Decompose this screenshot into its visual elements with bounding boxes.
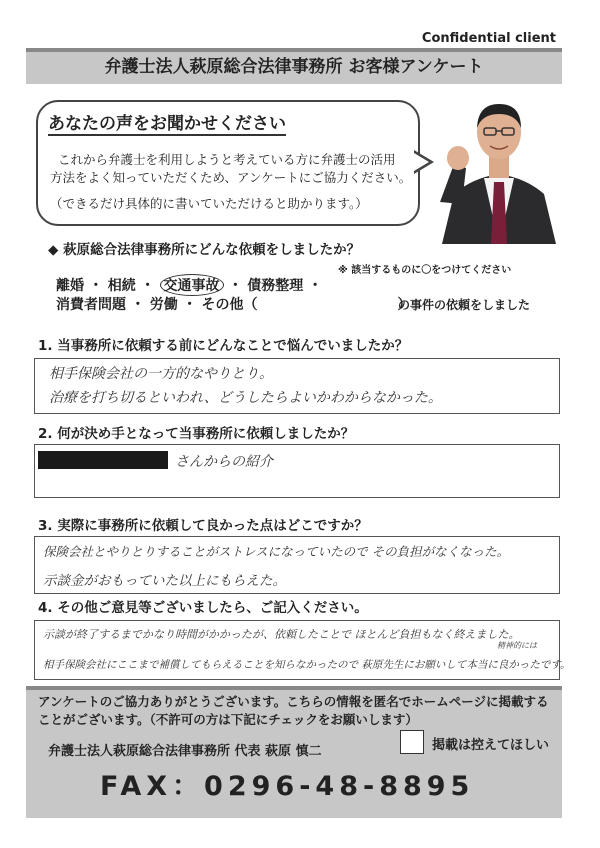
lawyer-photo (432, 94, 566, 244)
options-after: ・ 債務整理 ・ (223, 278, 323, 294)
intro-line-1: これから弁護士を利用しようと考えている方に弁護士の活用 (58, 152, 396, 167)
case-type-question: ◆ 萩原総合法律事務所にどんな依頼をしましたか？ (48, 242, 361, 258)
no-publish-checkbox[interactable] (400, 730, 424, 754)
answer-4-annotation: 精神的には (497, 641, 537, 650)
case-type-note: ※ 該当するものに〇をつけてください (338, 265, 512, 276)
answer-1-line-2: 治療を打ち切るといわれ、どうしたらよいかわからなかった。 (49, 390, 442, 406)
answer-3-line-2: 示談金がおもっていた以上にもらえた。 (43, 573, 286, 589)
answer-box-4[interactable] (34, 620, 571, 680)
case-type-options-row-1 (56, 274, 322, 296)
circled-option: 交通事故 (160, 274, 224, 296)
answer-4-line-2: 相手保険会社にここまで補償してもらえることを知らなかったので 萩原先生にお願いして本当に良かったです。 (43, 659, 571, 671)
answer-1-line-1: 相手保険会社の一方的なやりとり。 (49, 366, 273, 382)
office-representative: 弁護士法人萩原総合法律事務所 代表 萩原 慎二 (48, 744, 322, 759)
options-before: 離婚 ・ 相続 ・ (56, 278, 160, 294)
intro-line-3: （できるだけ具体的に書いていただけると助かります。） (50, 196, 368, 211)
no-publish-label: 掲載は控えてほしい (432, 738, 550, 753)
redaction-bar (38, 451, 168, 469)
question-4: 4. その他ご意見等ございましたら、ご記入ください。 (38, 600, 368, 616)
answer-3-line-1: 保険会社とやりとりすることがストレスになっていたので その負担がなくなった。 (43, 544, 510, 559)
speech-bubble-tail-fill (414, 153, 429, 171)
case-type-suffix: の事件の依頼をしました (398, 298, 531, 312)
footer-thanks-line-2: ことがございます。（不許可の方は下記にチェックをお願いします） (38, 712, 418, 727)
case-type-options-row-2: 消費者問題 ・ 労働 ・ その他（ ） (56, 297, 412, 313)
answer-2-line-1: さんからの紹介 (175, 454, 273, 470)
question-3: 3. 実際に事務所に依頼して良かった点はどこですか？ (38, 518, 368, 534)
fax-number: FAX：0296-48-8895 (100, 771, 475, 802)
footer-thanks-line-1: アンケートのご協力ありがとうございます。こちらの情報を匿名でホームページに掲載する (38, 694, 549, 709)
intro-line-2: 方法をよく知っていただくため、アンケートにご協力ください。 (50, 170, 412, 185)
answer-box-3[interactable] (34, 536, 560, 594)
question-2: 2. 何が決め手となって当事務所に依頼しましたか？ (38, 426, 355, 442)
question-1: 1. 当事務所に依頼する前にどんなことで悩んでいましたか？ (38, 338, 409, 354)
confidential-label: Confidential client (421, 31, 556, 46)
intro-heading: あなたの声をお聞かせください (48, 114, 286, 134)
answer-4-line-1: 示談が終了するまでかなり時間がかかったが、依頼したことで ほとんど負担もなく終えました。 (43, 628, 520, 641)
answer-box-1[interactable] (34, 358, 560, 414)
questionnaire-title: 弁護士法人萩原総合法律事務所 お客様アンケート (26, 48, 562, 84)
